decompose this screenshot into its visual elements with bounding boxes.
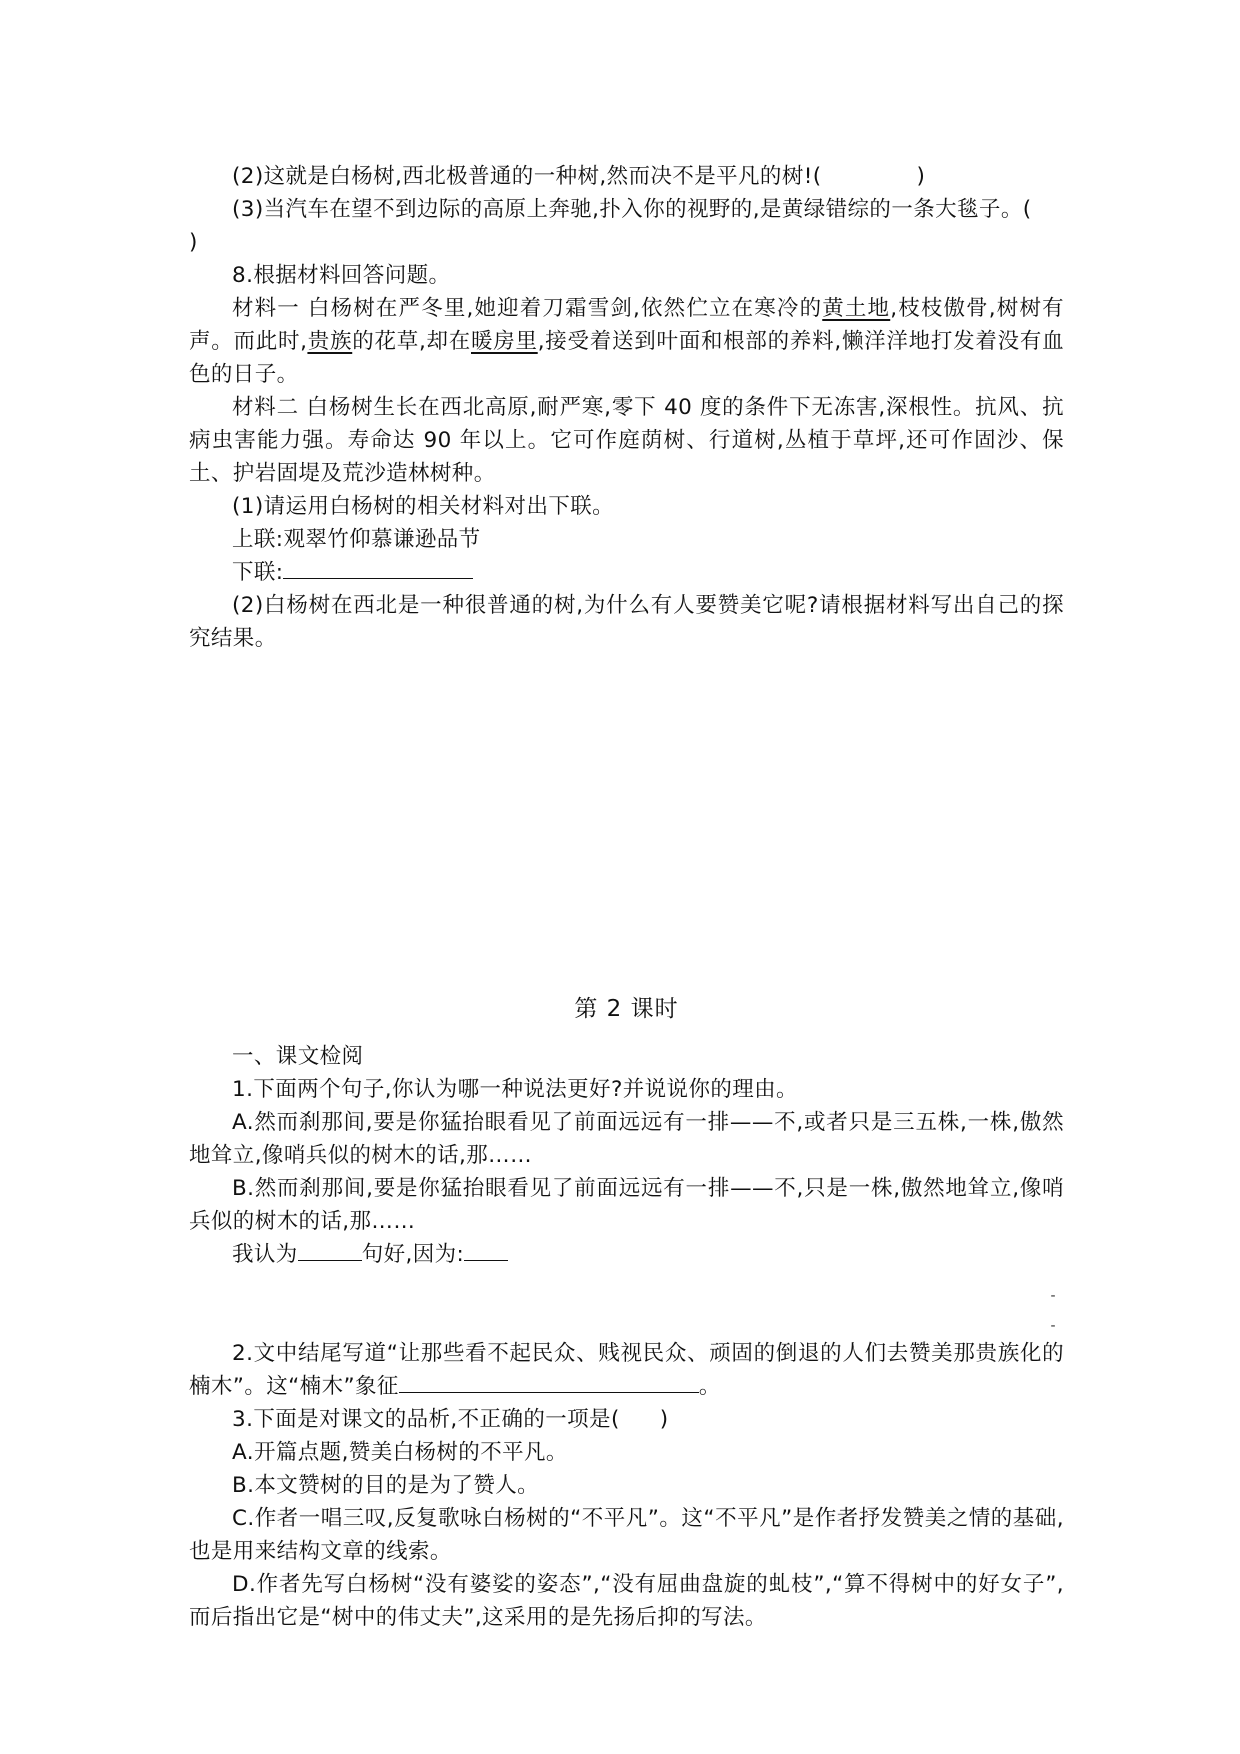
answer-blank[interactable] bbox=[283, 556, 473, 579]
question-text: (2)这就是白杨树,西北极普通的一种树,然而决不是平凡的树!( bbox=[232, 164, 822, 189]
question-text: (3)当汽车在望不到边际的高原上奔驰,扑入你的视野的,是黄绿错综的一条大毯子。( bbox=[232, 197, 1032, 222]
question-2-line bbox=[189, 160, 1064, 193]
q1-answer-line: 我认为 句好,因为: bbox=[189, 1238, 1064, 1271]
margin-dash: - bbox=[1050, 1318, 1056, 1334]
q3-option-c: C.作者一唱三叹,反复歌咏白杨树的“不平凡”。这“不平凡”是作者抒发赞美之情的基础,也是用来结构文章的线索。 bbox=[189, 1506, 1064, 1564]
q2-prompt: 2.文中结尾写道“让那些看不起民众、贱视民众、顽固的倒退的人们去赞美那贵族化的楠木”。这“楠木”象征 。 bbox=[189, 1341, 1064, 1399]
answer-blank[interactable] bbox=[399, 1370, 699, 1393]
lower-couplet: 下联: bbox=[189, 556, 1064, 589]
margin-dash: - bbox=[1050, 1288, 1056, 1304]
upper-couplet: 上联:观翠竹仰慕谦逊品节 bbox=[232, 527, 481, 552]
q3-option-d: D.作者先写白杨树“没有婆娑的姿态”,“没有屈曲盘旋的虬枝”,“算不得树中的好女子”,而后指出它是“树中的伟丈夫”,这采用的是先扬后抑的写法。 bbox=[189, 1572, 1064, 1630]
material-one: 材料一 白杨树在严冬里,她迎着刀霜雪剑,依然伫立在寒冷的黄土地,枝枝傲骨,树树有声。而此时,贵族的花草,却在暖房里,接受着送到叶面和根部的养料,懒洋洋地打发着没有血色的日子。 bbox=[189, 296, 1064, 387]
q1-option-b: B.然而刹那间,要是你猛抬眼看见了前面远远有一排——不,只是一株,傲然地耸立,像哨兵似的树木的话,那…… bbox=[189, 1176, 1064, 1234]
q3-prompt: 3.下面是对课文的品析,不正确的一项是( ) bbox=[232, 1407, 669, 1432]
material-two: 材料二 白杨树生长在西北高原,耐严寒,零下 40 度的条件下无冻害,深根性。抗风、抗病虫害能力强。寿命达 90 年以上。它可作庭荫树、行道树,丛植于草坪,还可作固沙、保土、护岩固堤及荒沙造林树种。 bbox=[189, 395, 1064, 486]
answer-blank[interactable] bbox=[464, 1238, 508, 1261]
q8-sub1: (1)请运用白杨树的相关材料对出下联。 bbox=[232, 494, 615, 519]
paren-close: ) bbox=[189, 230, 198, 255]
question-3-line bbox=[189, 193, 1064, 226]
underlined-term: 黄土地 bbox=[822, 296, 891, 321]
question-3-paren bbox=[189, 226, 1064, 259]
section-heading: 一、课文检阅 bbox=[232, 1044, 364, 1069]
q3-option-b: B.本文赞树的目的是为了赞人。 bbox=[232, 1473, 540, 1498]
paren-close: ) bbox=[916, 164, 926, 189]
underlined-term: 暖房里 bbox=[471, 329, 538, 354]
lesson-title: 第 2 课时 bbox=[574, 996, 679, 1022]
margin-marks bbox=[189, 1271, 1064, 1337]
q3-option-a: A.开篇点题,赞美白杨树的不平凡。 bbox=[232, 1440, 568, 1465]
answer-blank[interactable] bbox=[298, 1238, 362, 1261]
q8-title: 8.根据材料回答问题。 bbox=[232, 263, 451, 288]
page-content bbox=[189, 160, 1064, 1634]
q1-prompt: 1.下面两个句子,你认为哪一种说法更好?并说说你的理由。 bbox=[232, 1077, 798, 1102]
answer-space bbox=[189, 655, 1064, 979]
q1-option-a: A.然而刹那间,要是你猛抬眼看见了前面远远有一排——不,或者只是三五株,一株,傲然地耸立,像哨兵似的树木的话,那…… bbox=[189, 1110, 1064, 1168]
underlined-term: 贵族 bbox=[307, 329, 353, 354]
q8-sub2: (2)白杨树在西北是一种很普通的树,为什么有人要赞美它呢?请根据材料写出自己的探究结果。 bbox=[189, 593, 1064, 651]
